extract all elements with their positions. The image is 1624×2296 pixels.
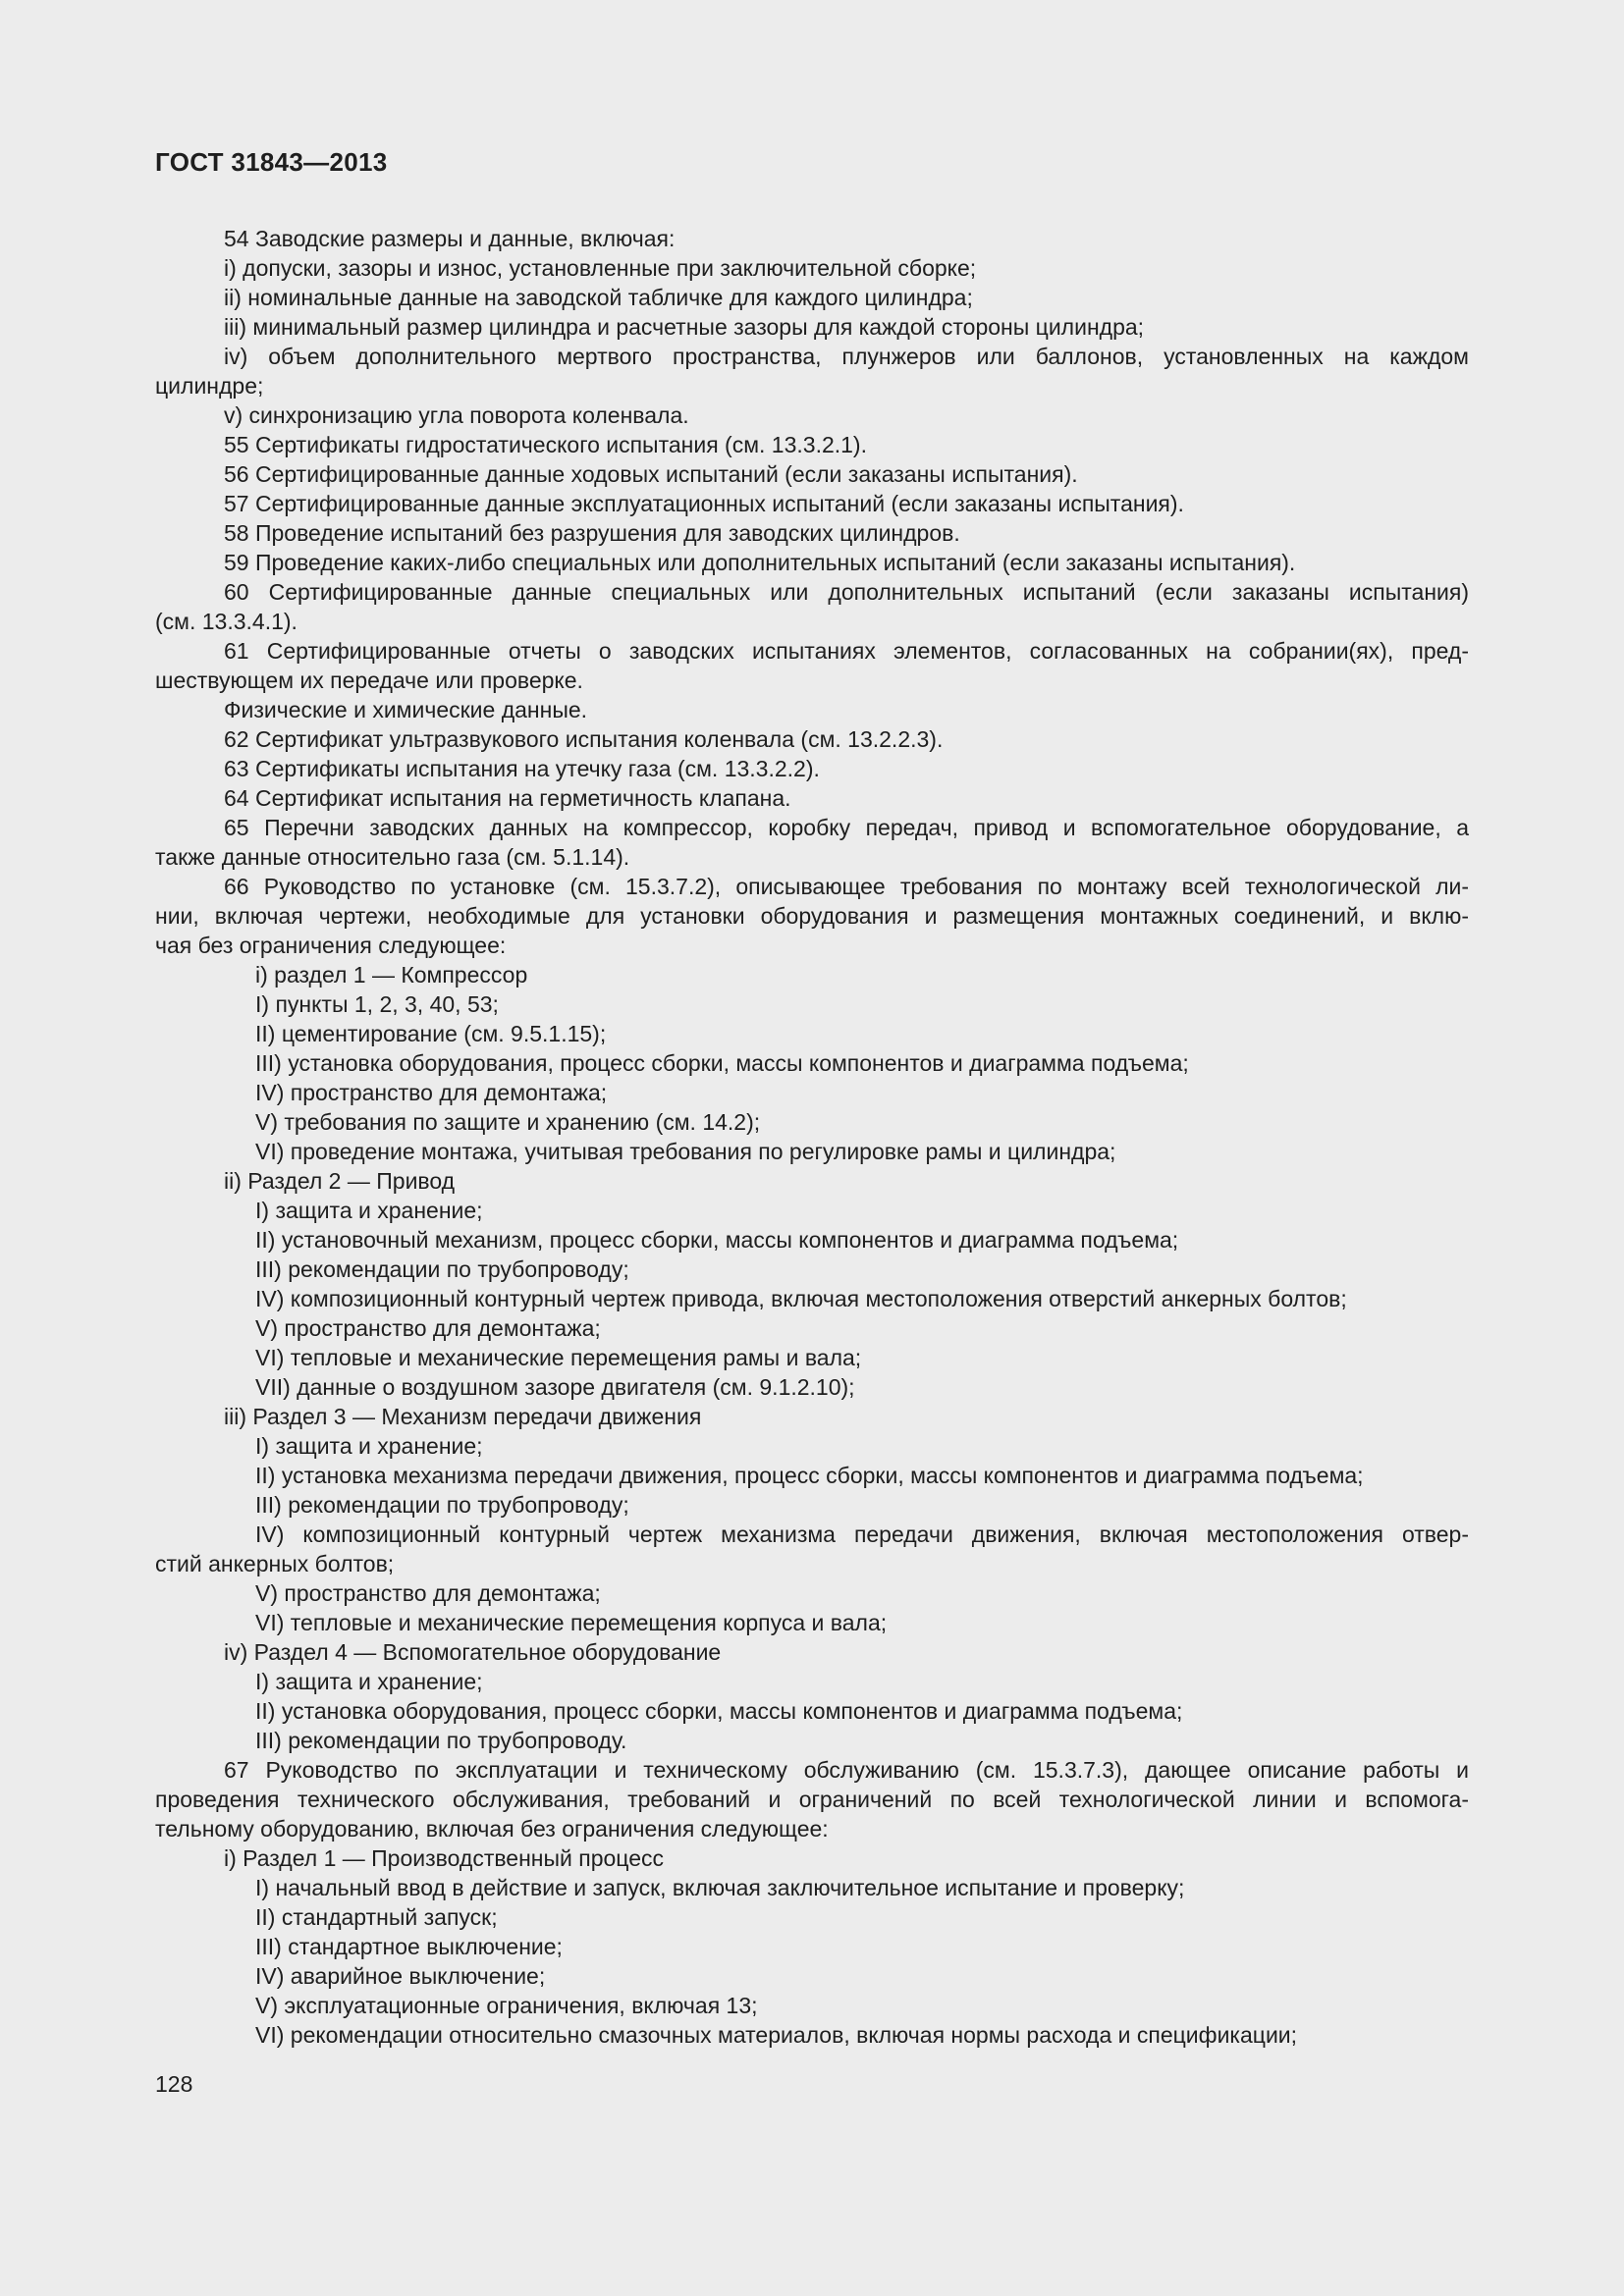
text-line: iii) Раздел 3 — Механизм передачи движения: [224, 1404, 702, 1429]
document-header: ГОСТ 31843—2013: [155, 147, 388, 177]
text-line: II) установка оборудования, процесс сборки, массы компонентов и диаграмма подъема;: [255, 1698, 1183, 1724]
text-line: V) эксплуатационные ограничения, включая 13;: [255, 1993, 758, 2018]
text-line: (см. 13.3.4.1).: [155, 609, 298, 634]
text-line: iii) минимальный размер цилиндра и расчетные зазоры для каждой стороны цилиндра;: [224, 314, 1145, 340]
text-line: 55 Сертификаты гидростатического испытания (см. 13.3.2.1).: [224, 432, 867, 457]
text-line: V) пространство для демонтажа;: [255, 1315, 601, 1341]
text-line: III) рекомендации по трубопроводу;: [255, 1492, 629, 1518]
text-line: IV) аварийное выключение;: [255, 1963, 546, 1989]
text-line: VII) данные о воздушном зазоре двигателя (см. 9.1.2.10);: [255, 1374, 855, 1400]
text-line: проведения технического обслуживания, требований и ограничений по всей технологической линии и вспомога-: [155, 1787, 1469, 1812]
text-line: I) защита и хранение;: [255, 1198, 483, 1223]
text-line: III) стандартное выключение;: [255, 1934, 563, 1959]
text-line: V) пространство для демонтажа;: [255, 1580, 601, 1606]
text-line: 63 Сертификаты испытания на утечку газа (см. 13.3.2.2).: [224, 756, 820, 781]
text-line: 57 Сертифицированные данные эксплуатационных испытаний (если заказаны испытания).: [224, 491, 1184, 516]
text-line: II) установочный механизм, процесс сборки, массы компонентов и диаграмма подъема;: [255, 1227, 1179, 1253]
text-line: цилиндре;: [155, 373, 264, 399]
text-line: шествующем их передаче или проверке.: [155, 667, 583, 693]
text-line: iv) объем дополнительного мертвого пространства, плунжеров или баллонов, установленных на каждом: [224, 344, 1469, 369]
text-line: III) рекомендации по трубопроводу.: [255, 1728, 627, 1753]
text-line: IV) композиционный контурный чертеж привода, включая местоположения отверстий анкерных болтов;: [255, 1286, 1347, 1311]
text-line: III) рекомендации по трубопроводу;: [255, 1256, 629, 1282]
text-line: II) цементирование (см. 9.5.1.15);: [255, 1021, 607, 1046]
text-line: 66 Руководство по установке (см. 15.3.7.2), описывающее требования по монтажу всей технологической ли-: [224, 874, 1469, 899]
text-line: 64 Сертификат испытания на герметичность клапана.: [224, 785, 791, 811]
text-line: VI) тепловые и механические перемещения корпуса и вала;: [255, 1610, 888, 1635]
document-body: [155, 224, 1469, 2050]
text-line: i) допуски, зазоры и износ, установленные при заключительной сборке;: [224, 255, 977, 281]
text-line: I) пункты 1, 2, 3, 40, 53;: [255, 991, 499, 1017]
text-line: 58 Проведение испытаний без разрушения для заводских цилиндров.: [224, 520, 960, 546]
text-line: 67 Руководство по эксплуатации и техническому обслуживанию (см. 15.3.7.3), дающее описание работы и: [224, 1757, 1469, 1783]
text-line: ii) Раздел 2 — Привод: [224, 1168, 456, 1194]
text-line: V) требования по защите и хранению (см. 14.2);: [255, 1109, 761, 1135]
text-line: 65 Перечни заводских данных на компрессор, коробку передач, привод и вспомогательное оборудование, а: [224, 815, 1469, 840]
text-line: тельному оборудованию, включая без ограничения следующее:: [155, 1816, 829, 1842]
text-line: нии, включая чертежи, необходимые для установки оборудования и размещения монтажных соединений, и вклю-: [155, 903, 1469, 929]
text-line: VI) тепловые и механические перемещения рамы и вала;: [255, 1345, 862, 1370]
text-line: 56 Сертифицированные данные ходовых испытаний (если заказаны испытания).: [224, 461, 1078, 487]
page-number: 128: [155, 2071, 193, 2097]
text-line: I) защита и хранение;: [255, 1669, 483, 1694]
text-line: II) стандартный запуск;: [255, 1904, 498, 1930]
text-line: IV) композиционный контурный чертеж механизма передачи движения, включая местоположения отвер-: [255, 1522, 1469, 1547]
text-line: 61 Сертифицированные отчеты о заводских испытаниях элементов, согласованных на собрании(ях), пред-: [224, 638, 1469, 664]
text-line: IV) пространство для демонтажа;: [255, 1080, 608, 1105]
text-line: VI) проведение монтажа, учитывая требования по регулировке рамы и цилиндра;: [255, 1139, 1116, 1164]
text-line: 59 Проведение каких-либо специальных или дополнительных испытаний (если заказаны испытания).: [224, 550, 1296, 575]
text-line: 60 Сертифицированные данные специальных или дополнительных испытаний (если заказаны испытания): [224, 579, 1469, 605]
text-line: стий анкерных болтов;: [155, 1551, 395, 1576]
text-line: Физические и химические данные.: [224, 697, 588, 722]
text-line: чая без ограничения следующее:: [155, 933, 507, 958]
text-line: II) установка механизма передачи движения, процесс сборки, массы компонентов и диаграмма подъема;: [255, 1463, 1364, 1488]
text-line: ii) номинальные данные на заводской табличке для каждого цилиндра;: [224, 285, 973, 310]
text-line: III) установка оборудования, процесс сборки, массы компонентов и диаграмма подъема;: [255, 1050, 1189, 1076]
text-line: VI) рекомендации относительно смазочных материалов, включая нормы расхода и спецификации;: [255, 2022, 1298, 2048]
text-line: 54 Заводские размеры и данные, включая:: [224, 226, 676, 251]
text-line: 62 Сертификат ультразвукового испытания коленвала (см. 13.2.2.3).: [224, 726, 944, 752]
text-line: I) защита и хранение;: [255, 1433, 483, 1459]
text-line: I) начальный ввод в действие и запуск, включая заключительное испытание и проверку;: [255, 1875, 1185, 1900]
text-line: i) раздел 1 — Компрессор: [255, 962, 528, 988]
text-line: iv) Раздел 4 — Вспомогательное оборудование: [224, 1639, 722, 1665]
text-line: v) синхронизацию угла поворота коленвала.: [224, 402, 689, 428]
text-line: i) Раздел 1 — Производственный процесс: [224, 1845, 665, 1871]
text-line: также данные относительно газа (см. 5.1.14).: [155, 844, 630, 870]
